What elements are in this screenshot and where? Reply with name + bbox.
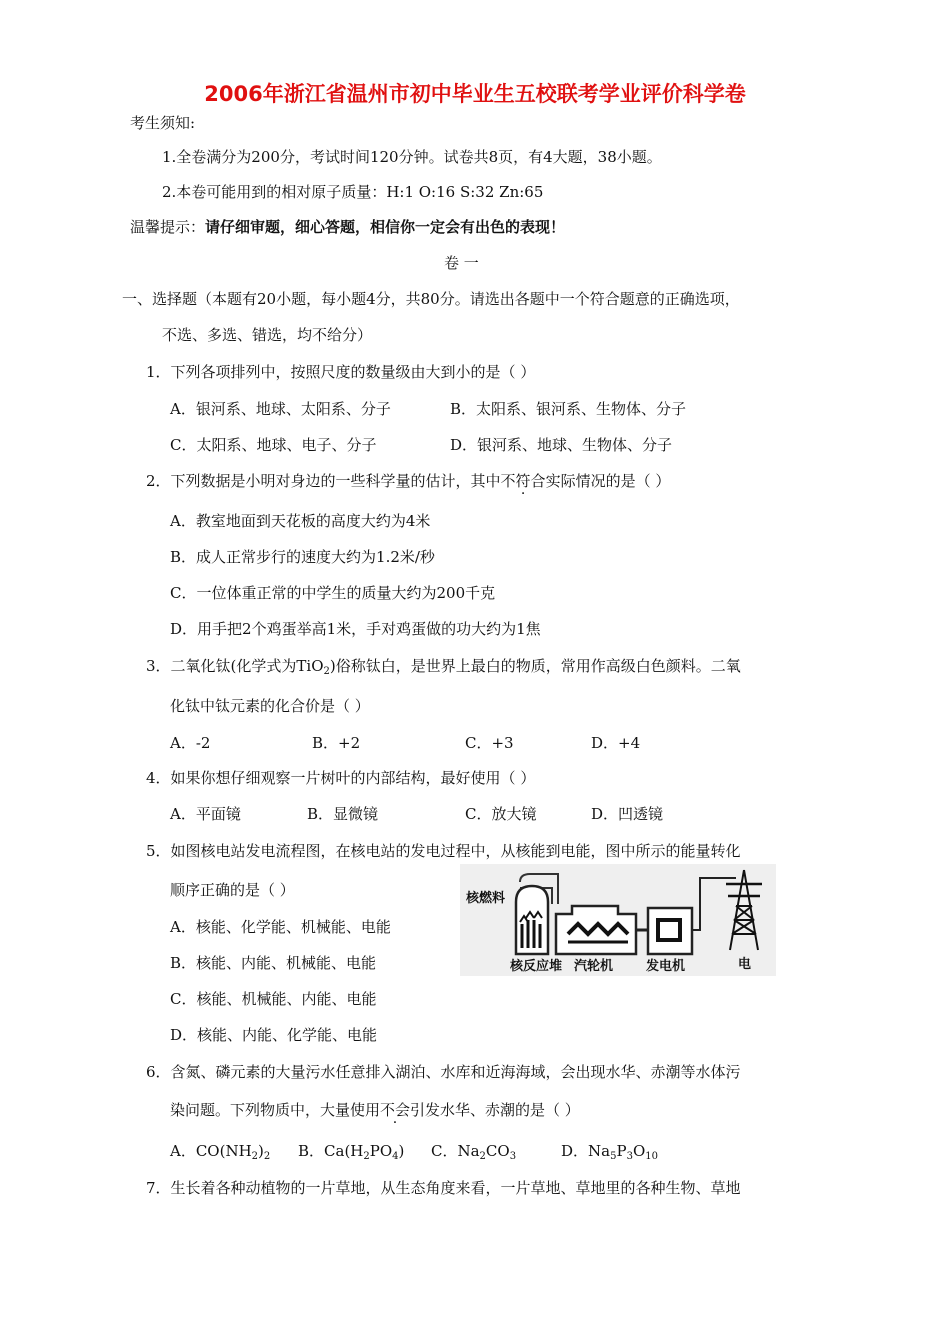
generator-icon (648, 908, 692, 954)
question-3-stem-pre: 3．二氧化钛(化学式为TiO (146, 657, 324, 675)
question-4-option-c: C．放大镜 (465, 805, 537, 823)
formula-part: CO (485, 1142, 510, 1160)
question-5-stem: 5．如图核电站发电流程图，在核电站的发电过程中，从核能到电能，图中所示的能量转化 (146, 842, 741, 860)
question-2-option-b: B．成人正常步行的速度大约为1.2米/秒 (170, 548, 435, 566)
diagram-label-reactor: 核反应堆 (510, 959, 563, 974)
nuclear-power-diagram-figure (460, 864, 776, 976)
formula-subscript: 3 (509, 1151, 517, 1162)
question-6-emphasis: 不会 (380, 1101, 411, 1119)
notice-item-1: 1.全卷满分为200分，考试时间120分钟。试卷共8页，有4大题，38小题。 (162, 148, 662, 166)
formula-subscript: 2 (251, 1151, 259, 1162)
formula-subscript: 5 (610, 1151, 617, 1162)
question-3-stem (146, 655, 741, 677)
formula-subscript: 2 (479, 1151, 486, 1162)
question-5-stem-line2: 顺序正确的是（ ） (170, 881, 295, 899)
formula-part: A．CO(NH (170, 1142, 252, 1160)
formula-subscript: 2 (263, 1151, 271, 1162)
formula-part: C．Na (431, 1142, 480, 1160)
question-3-stem-post: )俗称钛白，是世界上最白的物质，常用作高级白色颜料。二氧 (329, 657, 741, 675)
question-3-option-a: A．-2 (170, 734, 211, 752)
section-1-heading-cont: 不选、多选、错选，均不给分） (162, 326, 373, 344)
question-5-option-d: D．核能、内能、化学能、电能 (170, 1026, 378, 1044)
nuclear-power-diagram (460, 864, 776, 976)
volume-heading: 卷 一 (444, 254, 479, 272)
question-5-option-c: C．核能、机械能、内能、电能 (170, 990, 377, 1008)
question-6-stem-line2 (170, 1099, 580, 1120)
question-3-stem-line2: 化钛中钛元素的化合价是（ ） (170, 697, 370, 715)
question-2-option-c: C．一位体重正常的中学生的质量大约为200千克 (170, 584, 496, 602)
formula-subscript: 2 (363, 1151, 370, 1162)
reactor-icon (516, 886, 548, 954)
question-2-stem-post: 实际情况的是（ ） (545, 472, 671, 490)
question-4-option-a: A．平面镜 (170, 805, 241, 823)
question-2-option-d: D．用手把2个鸡蛋举高1米，手对鸡蛋做的功大约为1焦 (170, 620, 541, 638)
question-4-option-d: D．凹透镜 (591, 805, 664, 823)
question-2-stem-pre: 2．下列数据是小明对身边的一些科学量的估计，其中 (146, 472, 501, 490)
formula-part: PO (369, 1142, 393, 1160)
formula-part: O (632, 1142, 646, 1160)
question-6-option-b (298, 1140, 404, 1162)
tip (130, 216, 565, 237)
question-3-option-c: C．+3 (465, 734, 514, 752)
diagram-label-power: 电 (738, 957, 752, 972)
question-2-option-a: A．教室地面到天花板的高度大约为4米 (170, 512, 431, 530)
question-5-option-a: A．核能、化学能、机械能、电能 (170, 918, 391, 936)
question-5-option-b: B．核能、内能、机械能、电能 (170, 954, 377, 972)
question-3-subscript: 2 (323, 666, 330, 677)
question-6-stem: 6．含氮、磷元素的大量污水任意排入湖泊、水库和近海海域，会出现水华、赤潮等水体污 (146, 1063, 741, 1081)
question-1-option-b: B．太阳系、银河系、生物体、分子 (450, 400, 687, 418)
diagram-label-turbine: 汽轮机 (574, 959, 614, 974)
question-6-stem-pre: 染问题。下列物质中，大量使用 (170, 1101, 381, 1119)
diagram-label-fuel: 核燃料 (466, 891, 506, 906)
section-1-heading: 一、选择题（本题有20小题，每小题4分，共80分。请选出各题中一个符合题意的正确选项， (122, 290, 740, 308)
formula-subscript: 10 (645, 1151, 658, 1162)
tip-text: 请仔细审题，细心答题，相信你一定会有出色的表现！ (205, 218, 566, 236)
question-1-option-d: D．银河系、地球、生物体、分子 (450, 436, 673, 454)
notice-item-2: 2.本卷可能用到的相对原子质量：H:1 O:16 S:32 Zn:65 (162, 183, 544, 201)
question-4-stem: 4．如果你想仔细观察一片树叶的内部结构，最好使用（ ） (146, 769, 536, 787)
question-6-option-a (170, 1140, 270, 1162)
tip-label: 温馨提示： (130, 218, 206, 236)
question-1-option-c: C．太阳系、地球、电子、分子 (170, 436, 377, 454)
formula-part: P (616, 1142, 627, 1160)
formula-part: B．Ca(H (298, 1142, 364, 1160)
question-3-option-d: D．+4 (591, 734, 641, 752)
question-2-stem (146, 470, 670, 491)
question-4-option-b: B．显微镜 (307, 805, 379, 823)
page-title: 2006年浙江省温州市初中毕业生五校联考学业评价科学卷 (204, 82, 746, 106)
formula-part: D．Na (561, 1142, 611, 1160)
question-7-stem: 7．生长着各种动植物的一片草地，从生态角度来看，一片草地、草地里的各种生物、草地 (146, 1179, 741, 1197)
question-1-stem: 1．下列各项排列中，按照尺度的数量级由大到小的是（ ） (146, 363, 536, 381)
notice-header: 考生须知: (130, 114, 196, 132)
question-2-emphasis: 不符合 (500, 472, 546, 490)
question-3-option-b: B．+2 (312, 734, 361, 752)
turbine-icon (556, 906, 636, 954)
diagram-label-generator: 发电机 (646, 959, 686, 974)
question-6-option-c (431, 1140, 516, 1162)
question-6-option-d (561, 1140, 658, 1162)
question-1-option-a: A．银河系、地球、太阳系、分子 (170, 400, 391, 418)
formula-subscript: 3 (626, 1151, 633, 1162)
formula-part: ) (258, 1142, 264, 1160)
formula-part: ) (398, 1142, 405, 1160)
formula-subscript: 4 (392, 1151, 399, 1162)
question-6-stem-post: 引发水华、赤潮的是（ ） (410, 1101, 580, 1119)
